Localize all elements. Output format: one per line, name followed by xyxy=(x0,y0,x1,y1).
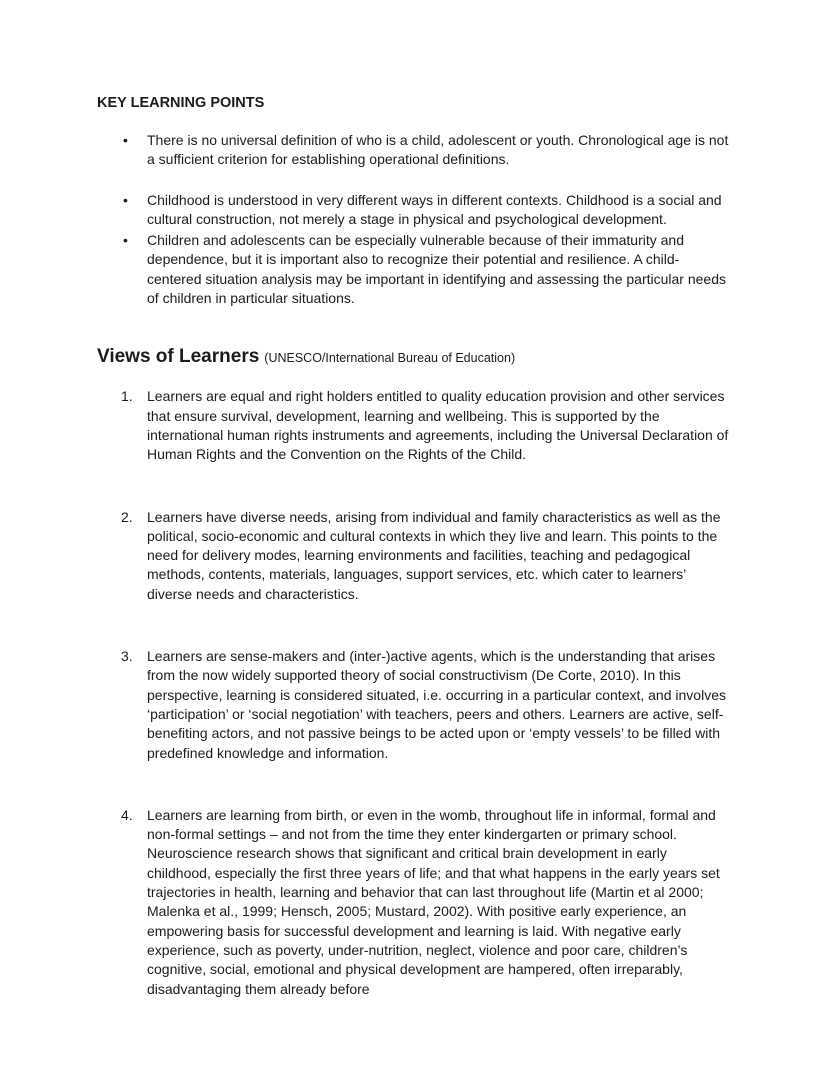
bullet-text: Childhood is understood in very different ways in different contexts. Childhood is a social and cultural construction, not merely a stage in physical and psychological development. xyxy=(147,191,722,227)
bullet-text: Children and adolescents can be especially vulnerable because of their immaturity and dependence, but it is important also to recognize their potential and resilience. A child-centered situation analysis may be important in identifying and assessing the particular needs of children in particular situations. xyxy=(147,232,726,307)
list-number: 1. xyxy=(121,388,133,405)
list-item-text: Learners are sense-makers and (inter-)active agents, which is the understanding that arises from the now widely supported theory of social constructivism (De Corte, 2010). In this perspective, learning is considered situated, i.e. occurring in a particular context, and involves ‘participation’ or ‘social negotiation’ with teachers, peers and others. Learners are active, self-benefiting actors, and not passive beings to be acted upon or ‘empty vessels’ to be filled with predefined knowledge and information. xyxy=(147,648,726,761)
views-of-learners-list xyxy=(97,387,730,998)
list-item xyxy=(97,647,730,763)
list-item xyxy=(97,806,730,999)
list-number: 3. xyxy=(121,648,133,665)
views-of-learners-heading xyxy=(97,346,730,369)
list-item xyxy=(97,131,730,170)
list-number: 4. xyxy=(121,806,133,823)
list-number: 2. xyxy=(121,508,133,525)
list-item xyxy=(97,191,730,230)
bullet-marker: • xyxy=(123,232,128,249)
list-item xyxy=(97,387,730,464)
bullet-marker: • xyxy=(123,132,128,148)
bullet-text: There is no universal definition of who is a child, adolescent or youth. Chronological age is not a sufficient criterion for establishing operational definitions. xyxy=(147,132,729,168)
list-item xyxy=(97,231,730,308)
views-of-learners-title: Views of Learners xyxy=(97,346,260,368)
bullet-marker: • xyxy=(123,191,128,208)
list-item-text: Learners are equal and right holders entitled to quality education provision and other services that ensure survival, development, learning and wellbeing. This is supported by the international human rights instruments and agreements, including the Universal Declaration of Human Rights and the Convention on the Rights of the Child. xyxy=(147,388,729,463)
views-of-learners-subtitle: (UNESCO/International Bureau of Education) xyxy=(264,351,516,366)
list-item-text: Learners are learning from birth, or even in the womb, throughout life in informal, formal and non-formal settings – and not from the time they enter kindergarten or primary school. Neuroscience research shows that significant and critical brain development in early childhood, especially the first three years of life; and that what happens in the early years set trajectories in health, learning and behavior that can last throughout life (Martin et al 2000; Malenka et al., 1999; Hensch, 2005; Mustard, 2002). With positive early experience, an empowering basis for successful development and learning is laid. With negative early experience, such as poverty, under-nutrition, neglect, violence and poor care, children’s cognitive, social, emotional and physical development are hampered, often irreparably, disadvantaging them already before xyxy=(147,806,720,997)
list-item xyxy=(97,508,730,604)
key-learning-points-heading: KEY LEARNING POINTS xyxy=(97,95,265,111)
key-learning-points-list xyxy=(97,131,730,308)
list-item-text: Learners have diverse needs, arising from individual and family characteristics as well as the political, socio-economic and cultural contexts in which they live and learn. This points to the need for delivery modes, learning environments and facilities, teaching and pedagogical methods, contents, materials, languages, support services, etc. which cater to learners’ diverse needs and characteristics. xyxy=(147,508,721,602)
